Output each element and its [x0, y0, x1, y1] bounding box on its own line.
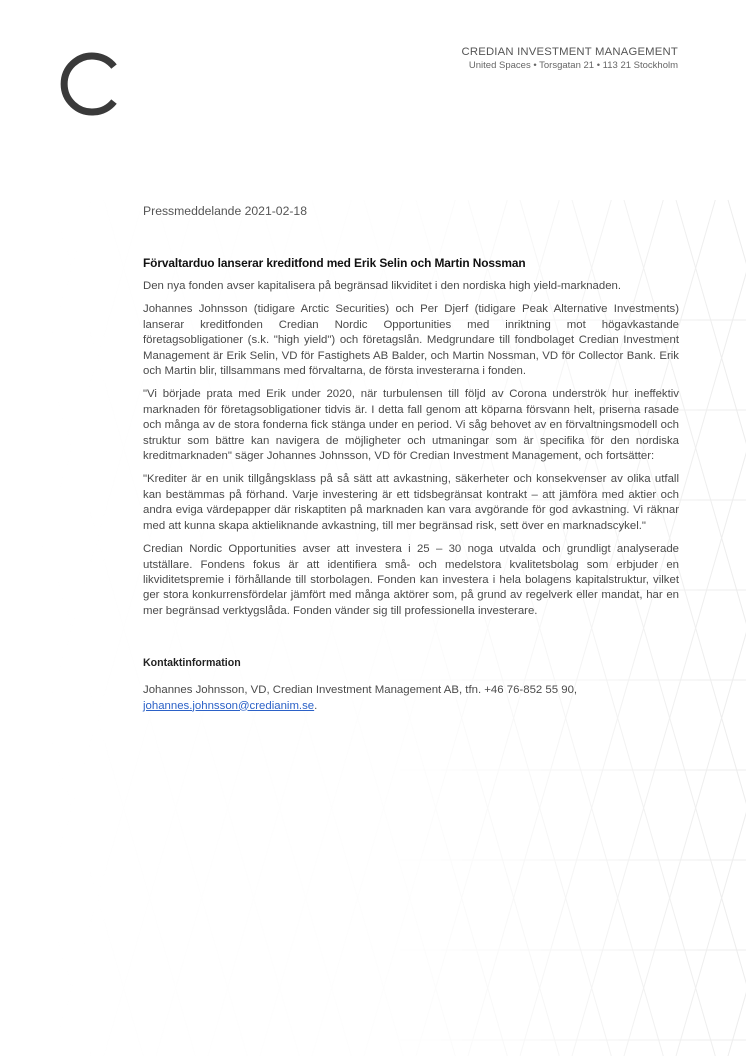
press-release-headline: Förvaltarduo lanserar kreditfond med Erik Selin och Martin Nossman — [143, 256, 526, 270]
company-address: United Spaces • Torsgatan 21 • 113 21 Stockholm — [468, 60, 678, 71]
paragraph-quote-background: "Vi började prata med Erik under 2020, när turbulensen till följd av Corona underströk hur ineffektiv marknaden för företagsobligationer tidvis är. I detta fall genom att köparna försvann helt, priserna rasade och många av de stora fonderna fick stänga under en period. Vi såg behovet av en förvaltningsmodell och struktur som bättre kan navigera de möjligheter och utmaningar som är specifika för den nordiska kreditmarknaden" säger Johannes Johnsson, VD för Credian Investment Management, och fortsätter: — [143, 388, 679, 463]
contact-heading: Kontaktinformation — [143, 657, 241, 670]
press-release-body — [143, 204, 679, 714]
contact-details — [143, 683, 679, 714]
contact-trailing-period: . — [314, 699, 318, 712]
paragraph-founders: Johannes Johnsson (tidigare Arctic Securities) och Per Djerf (tidigare Peak Alternative Investments) lanserar kreditfonden Credian Nordic Opportunities med inriktning mot högavkastande företagsobligationer (s.k. "high yield") och företagslån. Medgrundare till fondbolaget Credian Investment Management är Erik Selin, VD för Fastighets AB Balder, och Martin Nossman, VD för Collector Bank. Erik och Martin blir, tillsammans med förvaltarna, de första investerarna i fonden. — [143, 303, 679, 378]
paragraph-quote-credit: "Krediter är en unik tillgångsklass på så sätt att avkastning, säkerheter och konsekvenser av olika utfall kan bestämmas på förhand. Varje investering är ett tidsbegränsat kontrakt – att jämföra med aktier och andra eviga värdepapper där riskaptiten på marknaden kan vara avgörande för god avkastning. Vi räknar med att kunna skapa aktieliknande avkastning, till mer begränsad risk, sett över en marknadscykel." — [143, 473, 679, 532]
contact-text: Johannes Johnsson, VD, Credian Investment Management AB, tfn. +46 76-852 55 90, — [143, 684, 578, 697]
contact-email-link[interactable]: johannes.johnsson@credianim.se — [143, 699, 315, 712]
company-name: CREDIAN INVESTMENT MANAGEMENT — [461, 46, 678, 58]
contact-section — [143, 657, 679, 714]
paragraph-intro: Den nya fonden avser kapitalisera på begränsad likviditet i den nordiska high yield-marknaden. — [143, 280, 622, 292]
company-header — [462, 45, 679, 72]
press-release-dateline: Pressmeddelande 2021-02-18 — [143, 204, 307, 218]
paragraph-fund-strategy: Credian Nordic Opportunities avser att investera i 25 – 30 noga utvalda och grundligt analyserade utställare. Fondens fokus är att identifiera små- och medelstora kvalitetsbolag som erbjuder en likviditetspremie i förhållande till storbolagen. Fonden kan investera i hela bolagens kapitalstruktur, vilket ger stora konkurrensfördelar jämfört med många aktörer som, på grund av regelverk eller mandat, har en mer begränsad verktygslåda. Fonden vänder sig till professionella investerare. — [143, 543, 679, 617]
credian-logo-icon — [57, 52, 121, 116]
